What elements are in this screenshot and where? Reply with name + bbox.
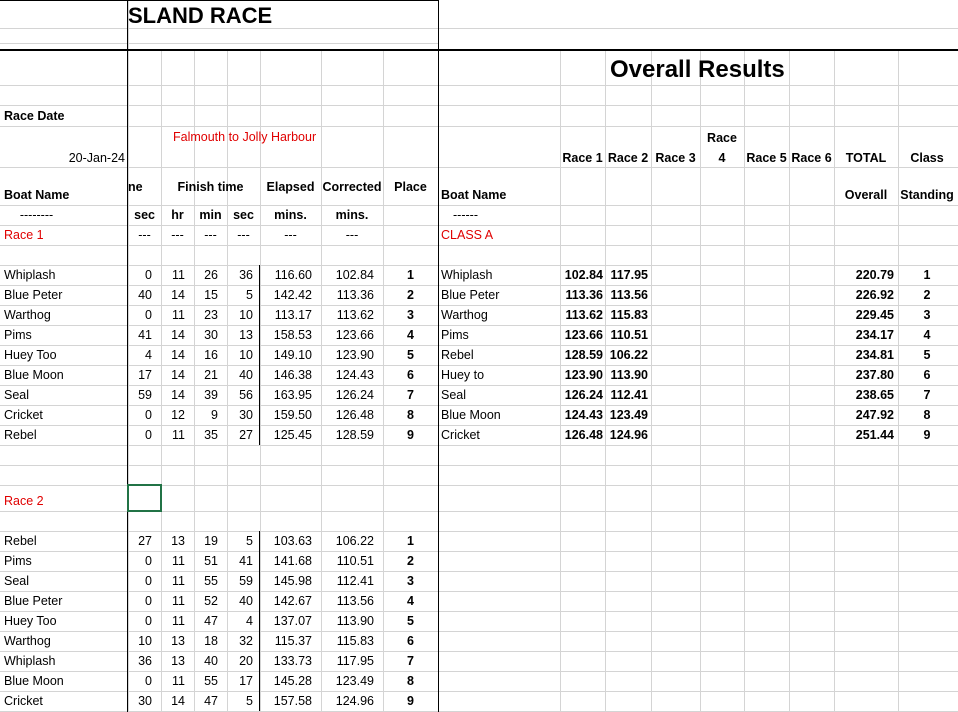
race1-elapsed-cell: 146.38 — [273, 368, 312, 382]
overall-standing-cell: 2 — [923, 288, 931, 302]
grid-line — [700, 50, 701, 712]
race1-start-sec-cell: 17 — [138, 368, 152, 382]
race2-elapsed-cell: 157.58 — [273, 694, 312, 708]
overall-standing-cell: 9 — [923, 428, 931, 442]
race1-boat-name-cell: Blue Peter — [4, 288, 63, 302]
grid-line — [0, 105, 958, 106]
overall-race2-cell: 124.96 — [609, 428, 648, 442]
sheet-title: SLAND RACE — [128, 3, 273, 28]
race2-boat-name-cell: Blue Peter — [4, 594, 63, 608]
race2-finish-hr-cell: 14 — [171, 694, 185, 708]
overall-race2-cell: 113.56 — [610, 288, 648, 302]
race2-corrected-cell: 123.49 — [335, 674, 374, 688]
race1-finish-sec-cell: 40 — [239, 368, 253, 382]
race2-finish-hr-cell: 11 — [172, 594, 185, 608]
race1-elapsed-cell: 113.17 — [274, 308, 312, 322]
race2-place-cell: 8 — [407, 674, 414, 688]
race1-start-sec-cell: 0 — [145, 268, 152, 282]
course-label: Falmouth to Jolly Harbour — [173, 130, 317, 144]
overall-race2-cell: 112.41 — [610, 388, 648, 402]
race1-finish-min-cell: 16 — [204, 348, 218, 362]
race1-boat-name-cell: Seal — [4, 388, 30, 402]
race1-boat-name-cell: Huey Too — [4, 348, 57, 362]
header-start-sec: sec — [134, 208, 155, 222]
race2-finish-hr-cell: 11 — [172, 614, 185, 628]
race2-place-cell: 3 — [407, 574, 414, 588]
grid-line — [0, 465, 958, 466]
overall-race1-cell: 123.66 — [564, 328, 603, 342]
overall-total-cell: 226.92 — [855, 288, 894, 302]
header-place: Place — [394, 180, 427, 194]
race1-boat-name-cell: Whiplash — [4, 268, 56, 282]
race2-boat-name-cell: Rebel — [4, 534, 37, 548]
header-elapsed: Elapsed — [266, 180, 315, 194]
overall-race2-cell: 115.83 — [610, 308, 648, 322]
race2-start-sec-cell: 0 — [145, 574, 152, 588]
race2-finish-hr-cell: 11 — [172, 574, 185, 588]
race2-place-cell: 9 — [407, 694, 414, 708]
race1-start-sec-cell: 40 — [138, 288, 152, 302]
header-sec: sec — [233, 208, 254, 222]
race-2-label: Race 2 — [4, 494, 44, 508]
race2-finish-min-cell: 52 — [204, 594, 218, 608]
header-overall: Overall — [844, 188, 888, 202]
race1-finish-hr-cell: 12 — [171, 408, 185, 422]
race1-place-cell: 2 — [407, 288, 414, 302]
header-corrected: Corrected — [322, 180, 382, 194]
race2-place-cell: 4 — [407, 594, 414, 608]
race-date-value: 20-Jan-24 — [68, 151, 125, 165]
header-min: min — [199, 208, 222, 222]
overall-race1-cell: 126.48 — [564, 428, 603, 442]
race2-finish-min-cell: 40 — [204, 654, 218, 668]
race2-corrected-cell: 112.41 — [336, 574, 374, 588]
race1-corrected-cell: 113.62 — [336, 308, 374, 322]
race2-start-sec-cell: 0 — [145, 594, 152, 608]
race2-corrected-cell: 115.83 — [336, 634, 374, 648]
race2-boat-name-cell: Pims — [4, 554, 32, 568]
race2-finish-min-cell: 18 — [204, 634, 218, 648]
race2-finish-sec-cell: 5 — [246, 694, 253, 708]
header-hr: hr — [171, 208, 184, 222]
race2-finish-min-cell: 19 — [204, 534, 218, 548]
race2-finish-min-cell: 51 — [204, 554, 218, 568]
race1-finish-sec-cell: 30 — [239, 408, 253, 422]
header-race4-line1: Race — [707, 131, 737, 145]
right-header-dashes: ------ — [453, 208, 478, 222]
race1-finish-hr-cell: 11 — [172, 268, 185, 282]
race1-corrected-cell: 113.36 — [336, 288, 374, 302]
class-a-label: CLASS A — [441, 228, 494, 242]
header-finish-time: Finish time — [177, 180, 244, 194]
race1-finish-hr-cell: 14 — [171, 388, 185, 402]
race1-start-sec-cell: 0 — [145, 308, 152, 322]
race1-elapsed-cell: 125.45 — [273, 428, 312, 442]
overall-boat-name-cell: Rebel — [441, 348, 474, 362]
race2-place-cell: 7 — [407, 654, 414, 668]
overall-race1-cell: 123.90 — [564, 368, 603, 382]
overall-standing-cell: 1 — [923, 268, 931, 282]
race2-elapsed-cell: 142.67 — [273, 594, 312, 608]
race2-boat-name-cell: Seal — [4, 574, 30, 588]
race2-start-sec-cell: 10 — [138, 634, 152, 648]
race2-start-sec-cell: 0 — [145, 614, 152, 628]
race1-start-sec-cell: 0 — [145, 408, 152, 422]
grid-line — [0, 245, 958, 246]
race2-elapsed-cell: 115.37 — [274, 634, 312, 648]
race1-place-cell: 5 — [407, 348, 414, 362]
race1-finish-hr-cell: 14 — [171, 348, 185, 362]
header-standing: Standing — [900, 188, 954, 202]
race2-boat-name-cell: Cricket — [4, 694, 43, 708]
dash-cell: --- — [284, 228, 297, 242]
grid-line — [438, 0, 439, 712]
race1-elapsed-cell: 142.42 — [273, 288, 312, 302]
race1-boat-name-cell: Pims — [4, 328, 32, 342]
header-total: TOTAL — [845, 151, 887, 165]
overall-race1-cell: 124.43 — [564, 408, 603, 422]
race1-finish-hr-cell: 14 — [171, 368, 185, 382]
dash-cell: --- — [138, 228, 151, 242]
race2-corrected-cell: 110.51 — [336, 554, 374, 568]
race2-corrected-cell: 124.96 — [335, 694, 374, 708]
overall-race2-cell: 106.22 — [609, 348, 648, 362]
overall-race1-cell: 126.24 — [564, 388, 603, 402]
race2-corrected-cell: 113.56 — [336, 594, 374, 608]
overall-race1-cell: 113.36 — [565, 288, 603, 302]
overall-results-title: Overall Results — [610, 56, 785, 83]
race2-elapsed-cell: 141.68 — [273, 554, 312, 568]
race2-boat-name-cell: Warthog — [4, 634, 51, 648]
race1-corrected-cell: 128.59 — [335, 428, 374, 442]
race2-finish-min-cell: 55 — [204, 574, 218, 588]
race2-start-sec-cell: 27 — [138, 534, 152, 548]
race2-place-cell: 5 — [407, 614, 414, 628]
race2-finish-sec-cell: 59 — [239, 574, 253, 588]
overall-race2-cell: 117.95 — [610, 268, 648, 282]
race-date-label: Race Date — [4, 109, 65, 123]
header-race5: Race 5 — [746, 151, 787, 165]
race2-elapsed-cell: 133.73 — [273, 654, 312, 668]
header-race2: Race 2 — [607, 151, 649, 165]
race1-start-sec-cell: 0 — [145, 428, 152, 442]
race1-corrected-cell: 126.24 — [335, 388, 374, 402]
race2-finish-sec-cell: 41 — [239, 554, 253, 568]
header-corrected-mins: mins. — [335, 208, 369, 222]
race1-finish-sec-cell: 10 — [239, 308, 253, 322]
header-class: Class — [910, 151, 944, 165]
race1-finish-hr-cell: 11 — [172, 308, 185, 322]
right-header-boat-name: Boat Name — [441, 188, 507, 202]
race1-boat-name-cell: Rebel — [4, 428, 37, 442]
race2-finish-hr-cell: 11 — [172, 554, 185, 568]
overall-boat-name-cell: Blue Moon — [441, 408, 501, 422]
race1-finish-min-cell: 26 — [204, 268, 218, 282]
race2-place-cell: 1 — [407, 534, 414, 548]
header-race3: Race 3 — [655, 151, 696, 165]
race2-finish-hr-cell: 13 — [171, 654, 185, 668]
race1-finish-sec-cell: 36 — [239, 268, 253, 282]
race1-finish-min-cell: 21 — [204, 368, 218, 382]
overall-race1-cell: 102.84 — [564, 268, 603, 282]
overall-boat-name-cell: Warthog — [441, 308, 488, 322]
race2-finish-hr-cell: 13 — [171, 534, 185, 548]
race1-start-sec-cell: 4 — [145, 348, 152, 362]
race1-elapsed-cell: 159.50 — [273, 408, 312, 422]
race2-corrected-cell: 113.90 — [336, 614, 374, 628]
header-elapsed-mins: mins. — [274, 208, 307, 222]
race1-finish-min-cell: 9 — [211, 408, 218, 422]
race2-elapsed-cell: 145.28 — [273, 674, 312, 688]
race1-finish-min-cell: 35 — [204, 428, 218, 442]
race2-finish-min-cell: 55 — [204, 674, 218, 688]
overall-boat-name-cell: Seal — [441, 388, 467, 402]
race1-corrected-cell: 126.48 — [335, 408, 374, 422]
race1-elapsed-cell: 149.10 — [273, 348, 312, 362]
overall-boat-name-cell: Blue Peter — [441, 288, 500, 302]
race1-finish-sec-cell: 56 — [239, 388, 253, 402]
race2-start-sec-cell: 0 — [145, 554, 152, 568]
overall-total-cell: 229.45 — [855, 308, 894, 322]
race2-finish-hr-cell: 13 — [171, 634, 185, 648]
race2-start-sec-cell: 0 — [145, 674, 152, 688]
header-dashes: -------- — [19, 208, 54, 222]
overall-boat-name-cell: Pims — [441, 328, 469, 342]
race2-corrected-cell: 106.22 — [335, 534, 374, 548]
race1-finish-hr-cell: 14 — [171, 288, 185, 302]
race1-finish-sec-cell: 5 — [246, 288, 253, 302]
grid-line — [0, 126, 958, 127]
overall-boat-name-cell: Cricket — [441, 428, 480, 442]
race-1-label: Race 1 — [4, 228, 44, 242]
overall-standing-cell: 4 — [923, 328, 931, 342]
race1-elapsed-cell: 158.53 — [273, 328, 312, 342]
race1-boat-name-cell: Cricket — [4, 408, 43, 422]
header-race1: Race 1 — [562, 151, 603, 165]
race2-finish-sec-cell: 20 — [239, 654, 253, 668]
overall-standing-cell: 7 — [923, 388, 931, 402]
race1-boat-name-cell: Blue Moon — [4, 368, 64, 382]
header-race4-line2: 4 — [718, 151, 726, 165]
dash-cell: --- — [204, 228, 217, 242]
overall-total-cell: 234.81 — [855, 348, 894, 362]
race1-place-cell: 7 — [407, 388, 414, 402]
header-boat-name: Boat Name — [4, 188, 70, 202]
race2-boat-name-cell: Blue Moon — [4, 674, 64, 688]
race2-boat-name-cell: Whiplash — [4, 654, 56, 668]
race2-finish-sec-cell: 5 — [246, 534, 253, 548]
overall-standing-cell: 8 — [923, 408, 931, 422]
race1-finish-hr-cell: 11 — [172, 428, 185, 442]
overall-standing-cell: 5 — [923, 348, 931, 362]
race2-finish-hr-cell: 11 — [172, 674, 185, 688]
race1-place-cell: 9 — [407, 428, 414, 442]
overall-total-cell: 237.80 — [855, 368, 894, 382]
race2-place-cell: 2 — [407, 554, 414, 568]
race1-finish-sec-cell: 10 — [239, 348, 253, 362]
overall-standing-cell: 6 — [923, 368, 931, 382]
race2-finish-min-cell: 47 — [204, 614, 218, 628]
race1-boat-name-cell: Warthog — [4, 308, 51, 322]
race1-elapsed-cell: 116.60 — [274, 268, 312, 282]
dash-cell: --- — [345, 228, 359, 242]
selected-cell[interactable] — [127, 484, 162, 512]
race2-boat-name-cell: Huey Too — [4, 614, 57, 628]
race1-finish-sec-cell: 27 — [239, 428, 253, 442]
race1-place-cell: 4 — [407, 328, 414, 342]
header-race6: Race 6 — [791, 151, 832, 165]
race2-finish-sec-cell: 40 — [239, 594, 253, 608]
overall-race1-cell: 128.59 — [564, 348, 603, 362]
race2-finish-min-cell: 47 — [204, 694, 218, 708]
grid-line — [0, 49, 958, 51]
race1-elapsed-cell: 163.95 — [273, 388, 312, 402]
race2-start-sec-cell: 30 — [138, 694, 152, 708]
race1-corrected-cell: 123.90 — [335, 348, 374, 362]
race2-elapsed-cell: 103.63 — [273, 534, 312, 548]
race1-finish-min-cell: 30 — [204, 328, 218, 342]
header-start-time-fragment: ne — [128, 180, 143, 194]
overall-boat-name-cell: Whiplash — [441, 268, 493, 282]
race2-elapsed-cell: 137.07 — [273, 614, 312, 628]
overall-boat-name-cell: Huey to — [441, 368, 485, 382]
race1-place-cell: 3 — [407, 308, 414, 322]
grid-line — [0, 85, 958, 86]
overall-race2-cell: 123.49 — [609, 408, 648, 422]
overall-race2-cell: 113.90 — [610, 368, 648, 382]
dash-cell: --- — [237, 228, 250, 242]
race2-finish-sec-cell: 17 — [239, 674, 253, 688]
race1-finish-min-cell: 39 — [204, 388, 218, 402]
race2-elapsed-cell: 145.98 — [273, 574, 312, 588]
race1-corrected-cell: 102.84 — [335, 268, 374, 282]
grid-line — [0, 445, 958, 446]
race2-corrected-cell: 117.95 — [336, 654, 374, 668]
overall-total-cell: 220.79 — [855, 268, 894, 282]
race1-place-cell: 8 — [407, 408, 414, 422]
overall-race2-cell: 110.51 — [610, 328, 648, 342]
dash-cell: --- — [171, 228, 184, 242]
overall-standing-cell: 3 — [923, 308, 931, 322]
overall-total-cell: 251.44 — [855, 428, 894, 442]
race1-start-sec-cell: 41 — [138, 328, 152, 342]
race2-finish-sec-cell: 4 — [246, 614, 253, 628]
overall-total-cell: 247.92 — [855, 408, 894, 422]
race1-finish-sec-cell: 13 — [239, 328, 253, 342]
race2-place-cell: 6 — [407, 634, 414, 648]
overall-race1-cell: 113.62 — [565, 308, 603, 322]
grid-line — [0, 43, 438, 44]
race2-finish-sec-cell: 32 — [239, 634, 253, 648]
race1-place-cell: 6 — [407, 368, 414, 382]
overall-total-cell: 238.65 — [855, 388, 894, 402]
race1-place-cell: 1 — [407, 268, 414, 282]
race2-start-sec-cell: 36 — [138, 654, 152, 668]
overall-total-cell: 234.17 — [855, 328, 894, 342]
race1-finish-min-cell: 15 — [204, 288, 218, 302]
race1-finish-min-cell: 23 — [204, 308, 218, 322]
race1-corrected-cell: 124.43 — [335, 368, 374, 382]
race1-start-sec-cell: 59 — [138, 388, 152, 402]
race1-corrected-cell: 123.66 — [335, 328, 374, 342]
race1-finish-hr-cell: 14 — [171, 328, 185, 342]
